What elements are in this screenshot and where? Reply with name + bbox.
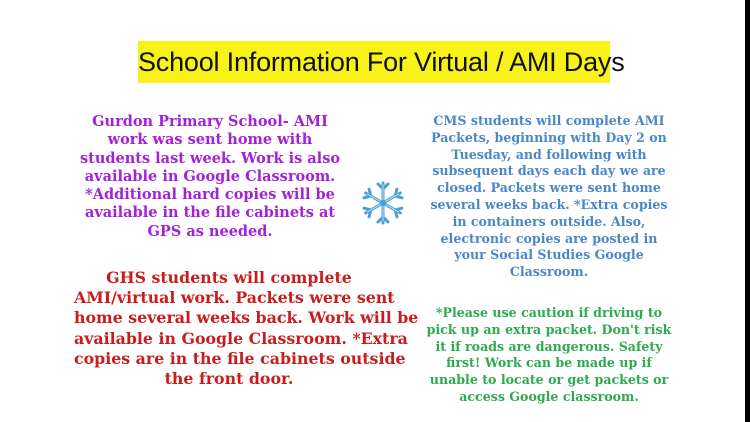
ghs-line: home several weeks back. Work will be	[74, 308, 419, 328]
caution-line: pick up an extra packet. Don't risk	[426, 321, 672, 337]
caution-note	[418, 305, 680, 406]
caution-line: first! Work can be made up if	[446, 355, 652, 371]
ghs-line: GHS students will complete	[106, 268, 352, 287]
gurdon-line: *Additional hard copies will be	[85, 186, 335, 204]
cms-line: closed. Packets were sent home	[437, 180, 661, 196]
cms-line: CMS students will complete AMI	[433, 113, 665, 128]
gurdon-line: students last week. Work is also	[79, 149, 341, 167]
gurdon-line: work was sent home with	[107, 131, 313, 149]
cms-line: Classroom.	[509, 264, 589, 280]
ghs-line: available in Google Classroom. *Extra	[74, 328, 408, 348]
page-title: School Information For Virtual / AMI Days	[138, 41, 610, 83]
gurdon-primary-info	[70, 113, 350, 241]
cms-line: in containers outside. Also,	[452, 213, 646, 229]
gurdon-line: available in the file cabinets at	[84, 204, 336, 222]
gurdon-line: GPS as needed.	[147, 222, 273, 240]
cms-line: Packets, beginning with Day 2 on	[431, 129, 667, 145]
caution-line: access Google classroom.	[459, 388, 639, 404]
gurdon-line: Gurdon Primary School- AMI	[92, 113, 328, 130]
snowflake-icon	[360, 180, 406, 226]
ghs-line: copies are in the file cabinets outside	[74, 348, 406, 368]
cms-line: electronic copies are posted in	[440, 230, 658, 246]
cms-line: subsequent days each day we are	[432, 163, 666, 179]
gurdon-line: available in Google Classroom.	[84, 167, 336, 185]
cms-line: Tuesday, and following with	[451, 146, 647, 162]
cms-info	[418, 113, 680, 281]
ghs-line: AMI/virtual work. Packets were sent	[74, 288, 395, 308]
caution-line: it if roads are dangerous. Safety	[435, 338, 663, 354]
cms-line: several weeks back. *Extra copies	[430, 196, 668, 212]
caution-line: *Please use caution if driving to	[435, 305, 663, 320]
cms-line: your Social Studies Google	[454, 247, 644, 263]
caution-line: unable to locate or get packets or	[429, 372, 669, 388]
ghs-info	[74, 268, 419, 389]
ghs-line: the front door.	[164, 369, 294, 389]
